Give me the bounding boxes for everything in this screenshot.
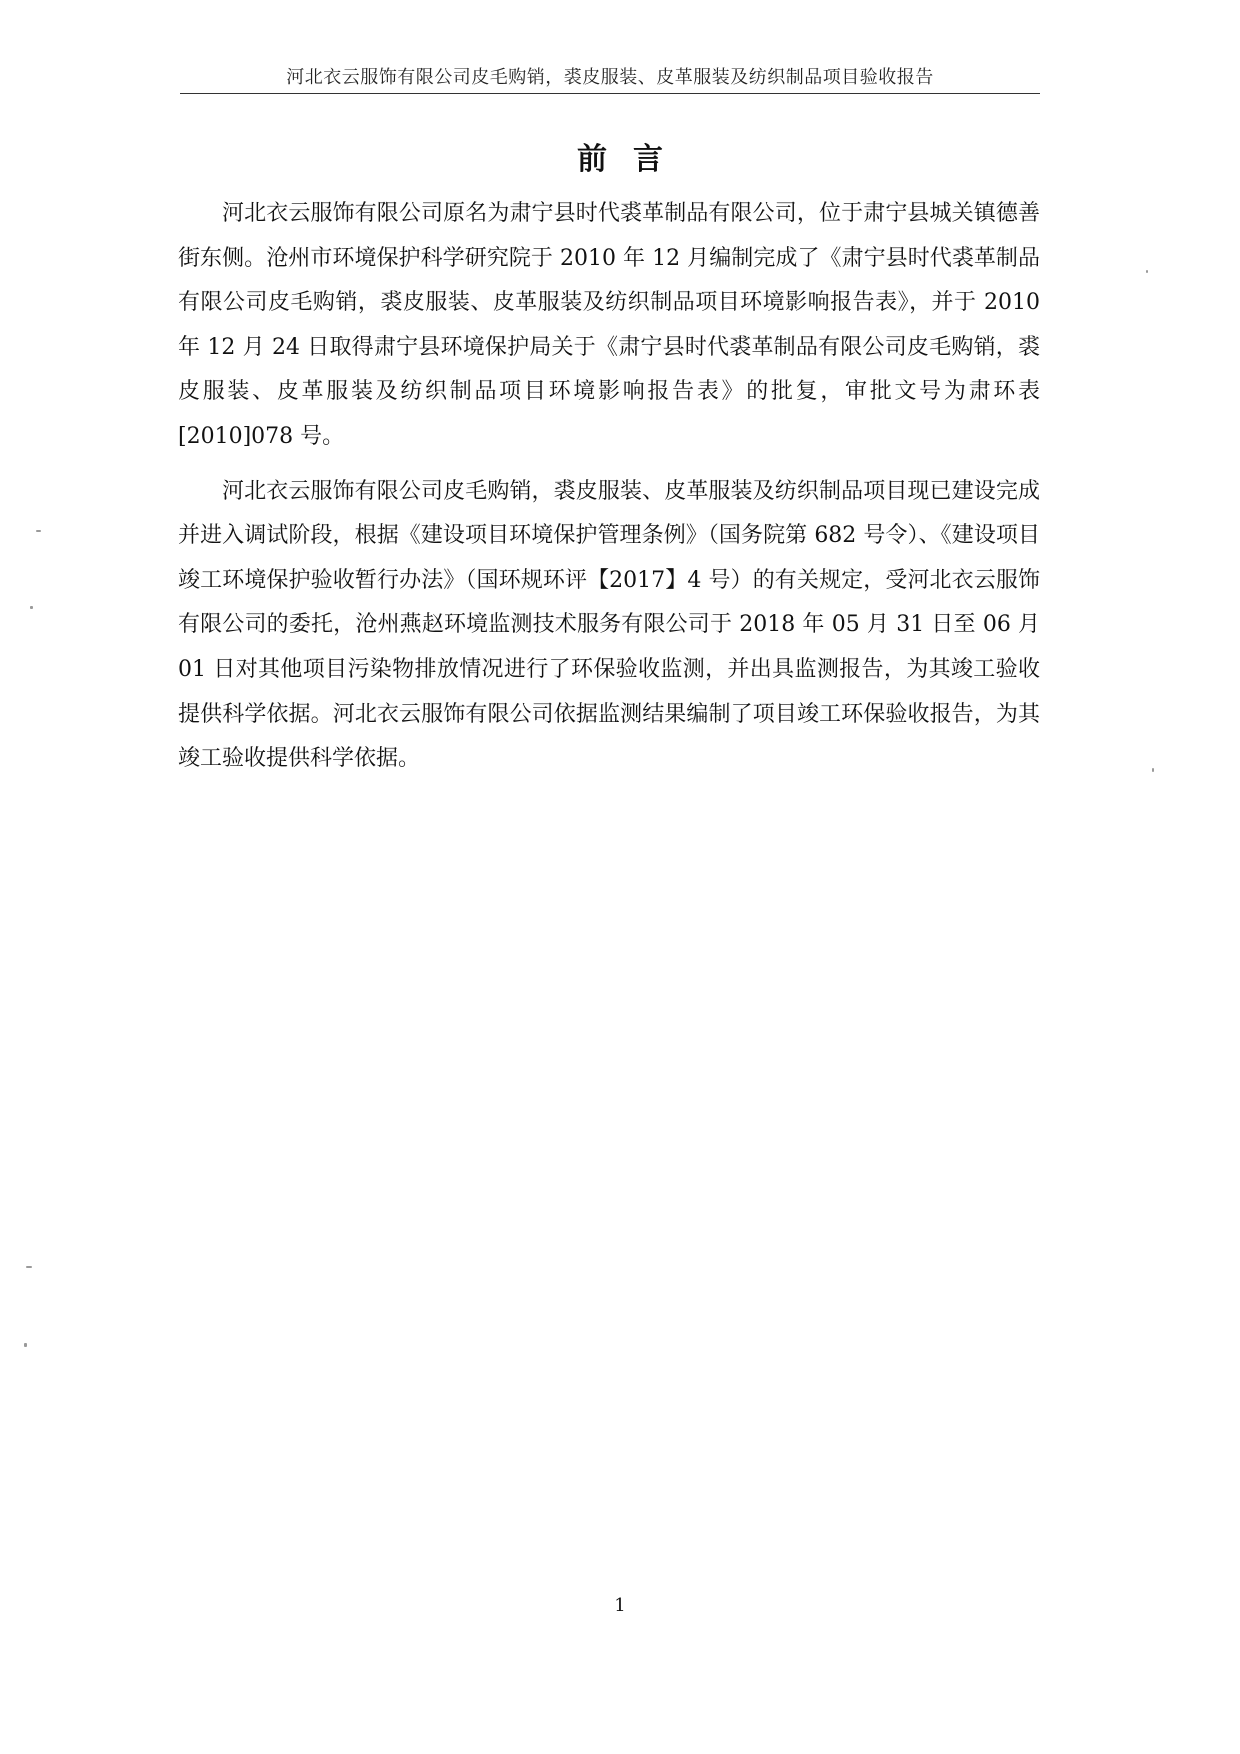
- scan-speck: [1152, 768, 1154, 772]
- paragraph-acceptance: 河北衣云服饰有限公司皮毛购销，裘皮服装、皮革服装及纺织制品项目现已建设完成并进入调试阶段，根据《建设项目环境保护管理条例》（国务院第 682 号令）、《建设项目竣工环境保护验收暂行办法》（国环规环评【2017】4 号）的有关规定，受河北衣云服饰有限公司的委托，沧州燕赵环境监测技术服务有限公司于 2018 年 05 月 31 日至 06 月 01 日对其他项目污染物排放情况进行了环保验收监测，并出具监测报告，为其竣工验收提供科学依据。河北衣云服饰有限公司依据监测结果编制了项目竣工环保验收报告，为其竣工验收提供科学依据。: [178, 478, 1040, 772]
- body-text: [178, 192, 1040, 792]
- section-title: 前言: [577, 142, 689, 177]
- header-rule: [180, 93, 1040, 94]
- scan-speck: [36, 530, 41, 532]
- paragraph-intro: 河北衣云服饰有限公司原名为肃宁县时代裘革制品有限公司，位于肃宁县城关镇德善街东侧。沧州市环境保护科学研究院于 2010 年 12 月编制完成了《肃宁县时代裘革制品有限公司皮毛购销，裘皮服装、皮革服装及纺织制品项目环境影响报告表》，并于 2010 年 12 月 24 日取得肃宁县环境保护局关于《肃宁县时代裘革制品有限公司皮毛购销，裘皮服装、皮革服装及纺织制品项目环境影响报告表》的批复，审批文号为肃环表[2010]078 号。: [178, 201, 1040, 449]
- scan-speck: [1146, 270, 1148, 273]
- scan-speck: [26, 1266, 32, 1268]
- scan-speck: [30, 606, 33, 609]
- running-header: 河北衣云服饰有限公司皮毛购销，裘皮服装、皮革服装及纺织制品项目验收报告: [286, 67, 934, 88]
- page-number: 1: [614, 1595, 626, 1616]
- scan-speck: [24, 1343, 27, 1347]
